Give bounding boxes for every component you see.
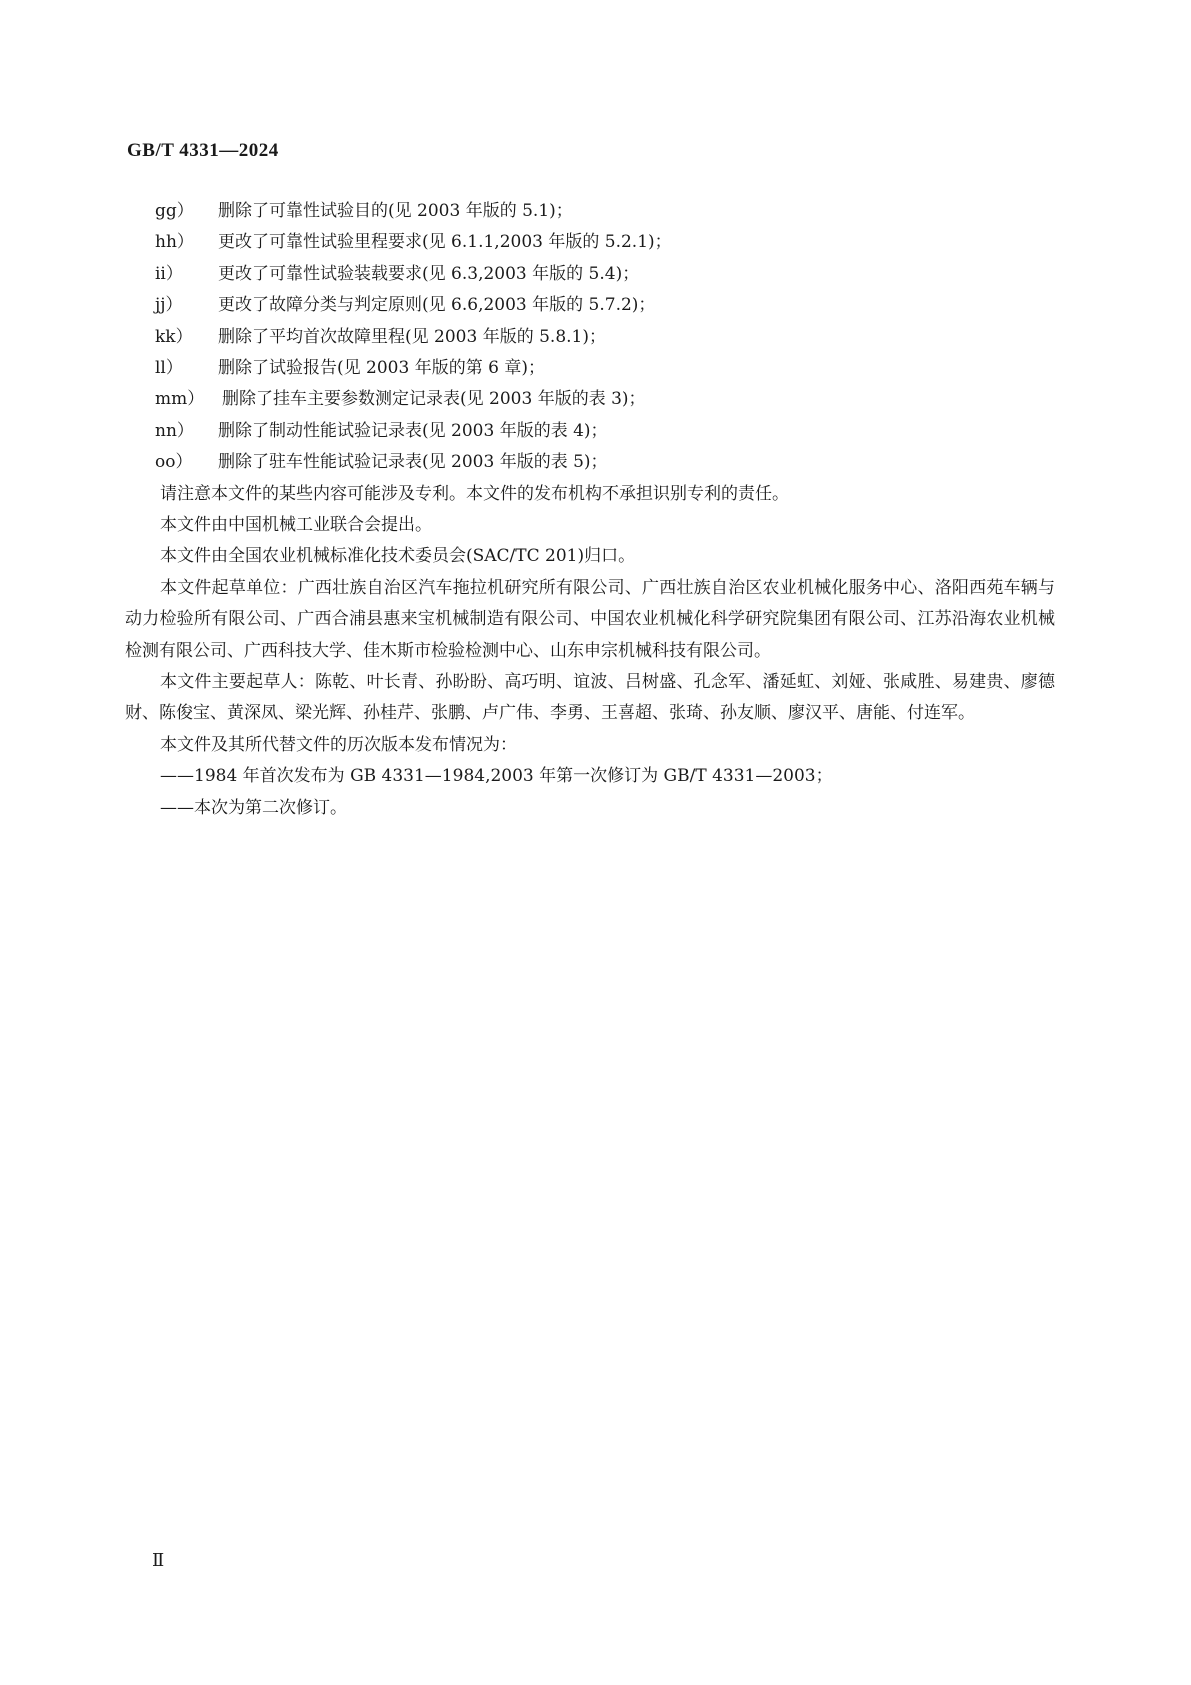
- patent-notice: 请注意本文件的某些内容可能涉及专利。本文件的发布机构不承担识别专利的责任。: [160, 483, 789, 504]
- drafters: 本文件主要起草人：陈乾、叶长青、孙盼盼、高巧明、谊波、吕树盛、孔念军、潘延虹、刘娅、张咸胜、易建贵、廖德财、陈俊宝、黄深凤、梁光辉、孙桂芹、张鹏、卢广伟、李勇、王喜超、张琦、孙友顺、廖汉平、唐能、付连军。: [125, 671, 1055, 724]
- list-item-text: 删除了制动性能试验记录表(见 2003 年版的表 4)；: [218, 420, 608, 441]
- list-item-mark: mm）: [155, 389, 205, 410]
- proposed-by: 本文件由中国机械工业联合会提出。: [160, 514, 432, 535]
- history-item: ——1984 年首次发布为 GB 4331—1984,2003 年第一次修订为 GB/T 4331—2003；: [160, 766, 833, 787]
- list-item-mark: hh）: [155, 232, 194, 253]
- list-item-mark: oo）: [155, 452, 193, 473]
- list-item-mark: jj）: [155, 295, 183, 316]
- list-item-text: 更改了可靠性试验装载要求(见 6.3,2003 年版的 5.4)；: [218, 263, 640, 284]
- list-item: [125, 322, 1055, 353]
- history-intro: 本文件及其所代替文件的历次版本发布情况为：: [160, 734, 517, 755]
- list-item: [125, 227, 1055, 258]
- list-item: [125, 290, 1055, 321]
- document-body: [125, 196, 1055, 824]
- list-item-text: 更改了可靠性试验里程要求(见 6.1.1,2003 年版的 5.2.1)；: [218, 232, 672, 253]
- standard-number: GB/T 4331—2024: [127, 140, 279, 161]
- list-item-mark: gg）: [155, 201, 194, 221]
- list-item-text: 删除了试验报告(见 2003 年版的第 6 章)；: [218, 357, 545, 378]
- list-item-mark: ii）: [155, 263, 183, 284]
- list-item: [125, 259, 1055, 290]
- page-number: Ⅱ: [152, 1550, 165, 1570]
- list-item: [125, 384, 1055, 415]
- list-item-text: 删除了可靠性试验目的(见 2003 年版的 5.1)；: [218, 201, 573, 221]
- list-item-text: 删除了驻车性能试验记录表(见 2003 年版的表 5)；: [218, 452, 608, 473]
- list-item-text: 删除了挂车主要参数测定记录表(见 2003 年版的表 3)；: [222, 389, 646, 410]
- list-item: [125, 447, 1055, 478]
- list-item-text: 更改了故障分类与判定原则(见 6.6,2003 年版的 5.7.2)；: [218, 295, 656, 316]
- list-item: [125, 416, 1055, 447]
- list-item-text: 删除了平均首次故障里程(见 2003 年版的 5.8.1)；: [218, 326, 606, 347]
- list-item-mark: nn）: [155, 420, 194, 441]
- history-item: ——本次为第二次修订。: [160, 797, 347, 818]
- list-item-mark: kk）: [155, 326, 193, 347]
- drafting-units: 本文件起草单位：广西壮族自治区汽车拖拉机研究所有限公司、广西壮族自治区农业机械化服务中心、洛阳西苑车辆与动力检验所有限公司、广西合浦县惠来宝机械制造有限公司、中国农业机械化科学研究院集团有限公司、江苏沿海农业机械检测有限公司、广西科技大学、佳木斯市检验检测中心、山东申宗机械科技有限公司。: [125, 577, 1055, 661]
- list-item: [125, 353, 1055, 384]
- list-item-mark: ll）: [155, 357, 183, 378]
- list-item: [125, 196, 1055, 227]
- centralized-by: 本文件由全国农业机械标准化技术委员会(SAC/TC 201)归口。: [160, 546, 636, 567]
